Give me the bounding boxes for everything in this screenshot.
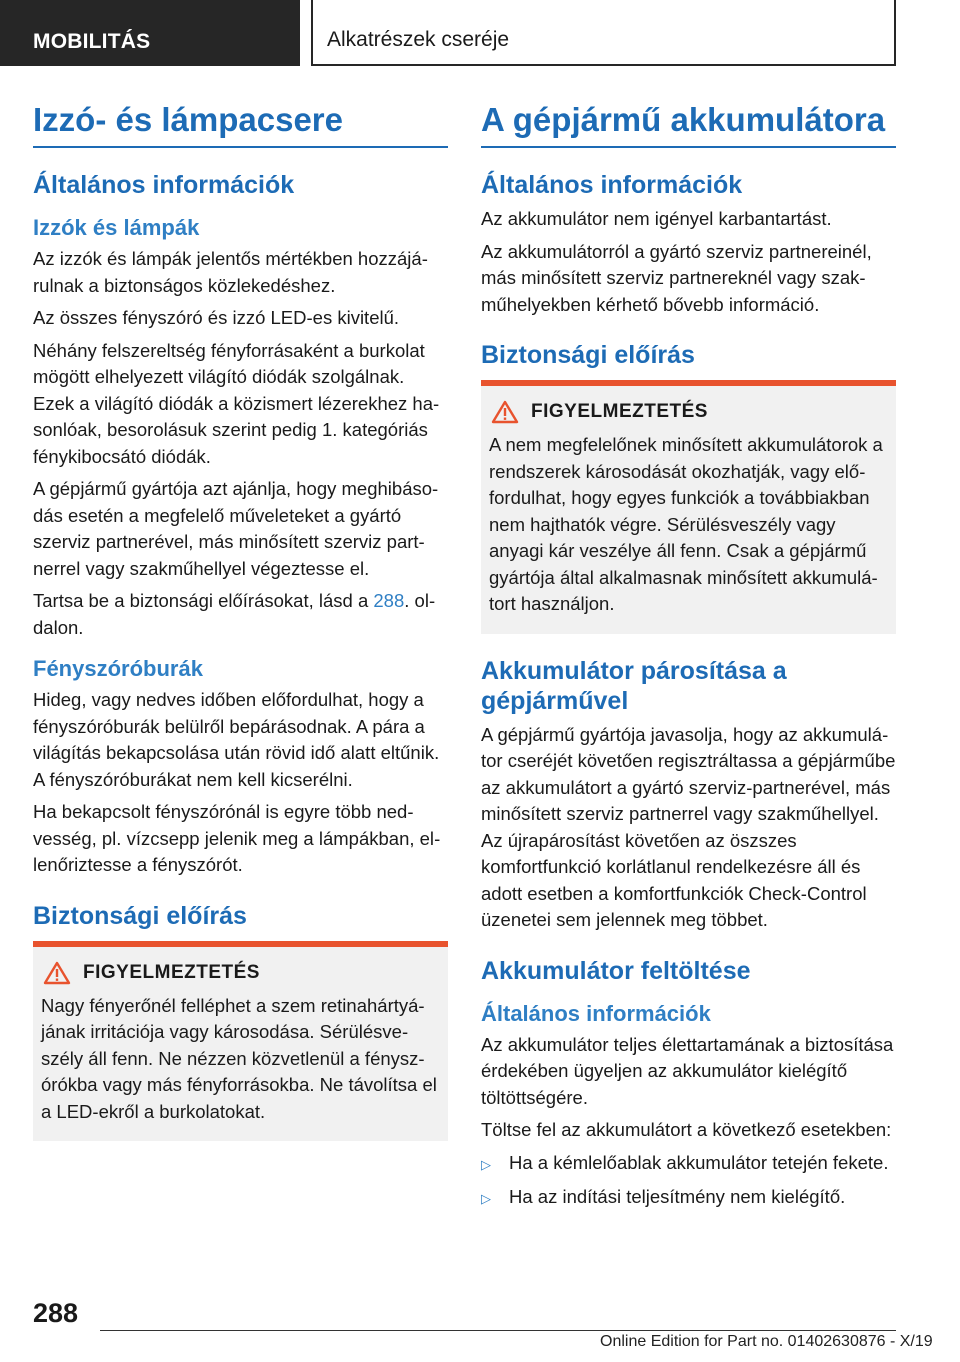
page-reference-link[interactable]: 288 — [373, 590, 405, 611]
list-item: ▷ Ha a kémlelőablak akkumulátor tetején fekete. — [481, 1150, 896, 1179]
paragraph: A gépjármű gyártója azt ajánlja, hogy meghibásodás esetén a megfelelő műveleteket a gyártó szerviz partnerével, más minősített szerviz partnerrel vagy szakműhellyel végeztesse el. — [33, 478, 439, 579]
charging-conditions-list — [481, 1150, 896, 1213]
paragraph: Az akkumulátorról a gyártó szerviz partnereinél, más minősített szerviz partnereknél vagy szakműhelyekben kérhető bővebb információ. — [481, 240, 872, 315]
list-item: ▷ Ha az indítási teljesítmény nem kielégítő. — [481, 1184, 896, 1213]
warning-text: A nem megfelelőnek minősített akkumulátorok a rendszerek károsodását okozhatják, vagy előfordulhat, hogy egyes funkciók a továbbiakban nem hajthatók végre. Sérülésveszély vagy anyagi kár veszélye áll fenn. Csak a gépjármű gyártója által alkalmasnak minősített akkumulátort használjon. — [489, 434, 883, 614]
paragraph: Ha bekapcsolt fényszórónál is egyre több nedvesség, pl. vízcsepp jelenik meg a lámpákban, ellenőriztesse a fényszórót. — [33, 801, 441, 875]
general-info-heading: Általános információk — [33, 171, 295, 199]
warning-triangle-icon — [43, 961, 71, 985]
footer-divider — [100, 1330, 896, 1331]
section-tab — [0, 0, 300, 66]
paragraph: Az akkumulátor nem igényel karbantartást. — [481, 208, 832, 229]
battery-pairing-heading: Akkumulátor párosítása a gépjárművel — [481, 656, 787, 715]
triangle-right-icon: ▷ — [481, 1156, 491, 1172]
edition-footer: Online Edition for Part no. 01402630876 - X/19 — [600, 1333, 933, 1350]
headlight-covers-heading: Fényszóróburák — [33, 656, 203, 681]
section-title: MOBILITÁS — [33, 30, 151, 53]
safety-heading: Biztonsági előírás — [33, 901, 247, 930]
warning-triangle-icon — [491, 400, 519, 424]
chapter-tab — [311, 0, 896, 66]
paragraph: Az izzók és lámpák jelentős mértékben hozzájárulnak a biztonságos közlekedéshez. — [33, 248, 428, 296]
battery-charging-heading: Akkumulátor feltöltése — [481, 956, 751, 985]
paragraph: Az összes fényszóró és izzó LED-es kivitelű. — [33, 307, 400, 328]
page-number: 288 — [33, 1298, 79, 1328]
battery-title: A gépjármű akkumulátora — [481, 100, 896, 148]
charging-general-info-heading: Általános információk — [481, 1000, 711, 1026]
paragraph: Tartsa be a biztonsági előírásokat, lásd a 288. oldalon. — [33, 590, 436, 638]
paragraph: Néhány felszereltség fényforrásaként a burkolat mögött elhelyezett világító diódák szolgálnak. Ezek a világító diódák a közismert lézerekhez hasonlóak, besorolásuk szerint pedig 1. kategóriás fénykibocsátó diódák. — [33, 339, 440, 467]
warning-text: Nagy fényerőnél felléphet a szem retinahártyájának irritációja vagy károsodása. Sérülésveszély áll fenn. Ne nézzen közvetlenül a fényszórókba vagy más fényforrásokba. Ne távolítsa el a LED-ekről a burkolatokat. — [41, 994, 437, 1122]
chapter-title: Alkatrészek cseréje — [327, 28, 510, 51]
warning-title: FIGYELMEZTETÉS — [531, 401, 708, 422]
paragraph: A gépjármű gyártója javasolja, hogy az akkumulátor cseréjét követően regisztráltassa a gépjárműbe az akkumulátort a gyártó szerviz-partnerével, más minősített szerviz partnerrel vagy szakműhellyel. Az újrapárosítást követően az öszszes komfortfunkció korlátlanul rendelkezésre áll és adott esetben a komfortfunkciók Check-Control üzenetei sem jelennek meg többet. — [481, 723, 896, 930]
general-info-heading: Általános információk — [481, 171, 743, 199]
warning-box — [481, 380, 896, 634]
paragraph: Hideg, vagy nedves időben előfordulhat, hogy a fényszóróburák belülről bepárásodnak. A pára a világítás bekapcsolása után rövid idő alatt eltűnik. A fényszóróburákat nem kell kicserélni. — [33, 689, 440, 790]
paragraph: Töltse fel az akkumulátort a következő esetekben: — [481, 1119, 892, 1140]
warning-box — [33, 941, 448, 1142]
safety-heading: Biztonsági előírás — [481, 341, 695, 369]
paragraph: Az akkumulátor teljes élettartamának a biztosítása érdekében ügyeljen az akkumulátor kielégítő töltöttségére. — [481, 1033, 894, 1108]
right-column — [481, 100, 896, 1219]
left-column — [33, 100, 448, 1141]
warning-title: FIGYELMEZTETÉS — [83, 961, 260, 983]
lamp-replacement-title: Izzó- és lámpacsere — [33, 100, 448, 148]
triangle-right-icon: ▷ — [481, 1191, 491, 1206]
bulbs-lamps-heading: Izzók és lámpák — [33, 215, 200, 240]
